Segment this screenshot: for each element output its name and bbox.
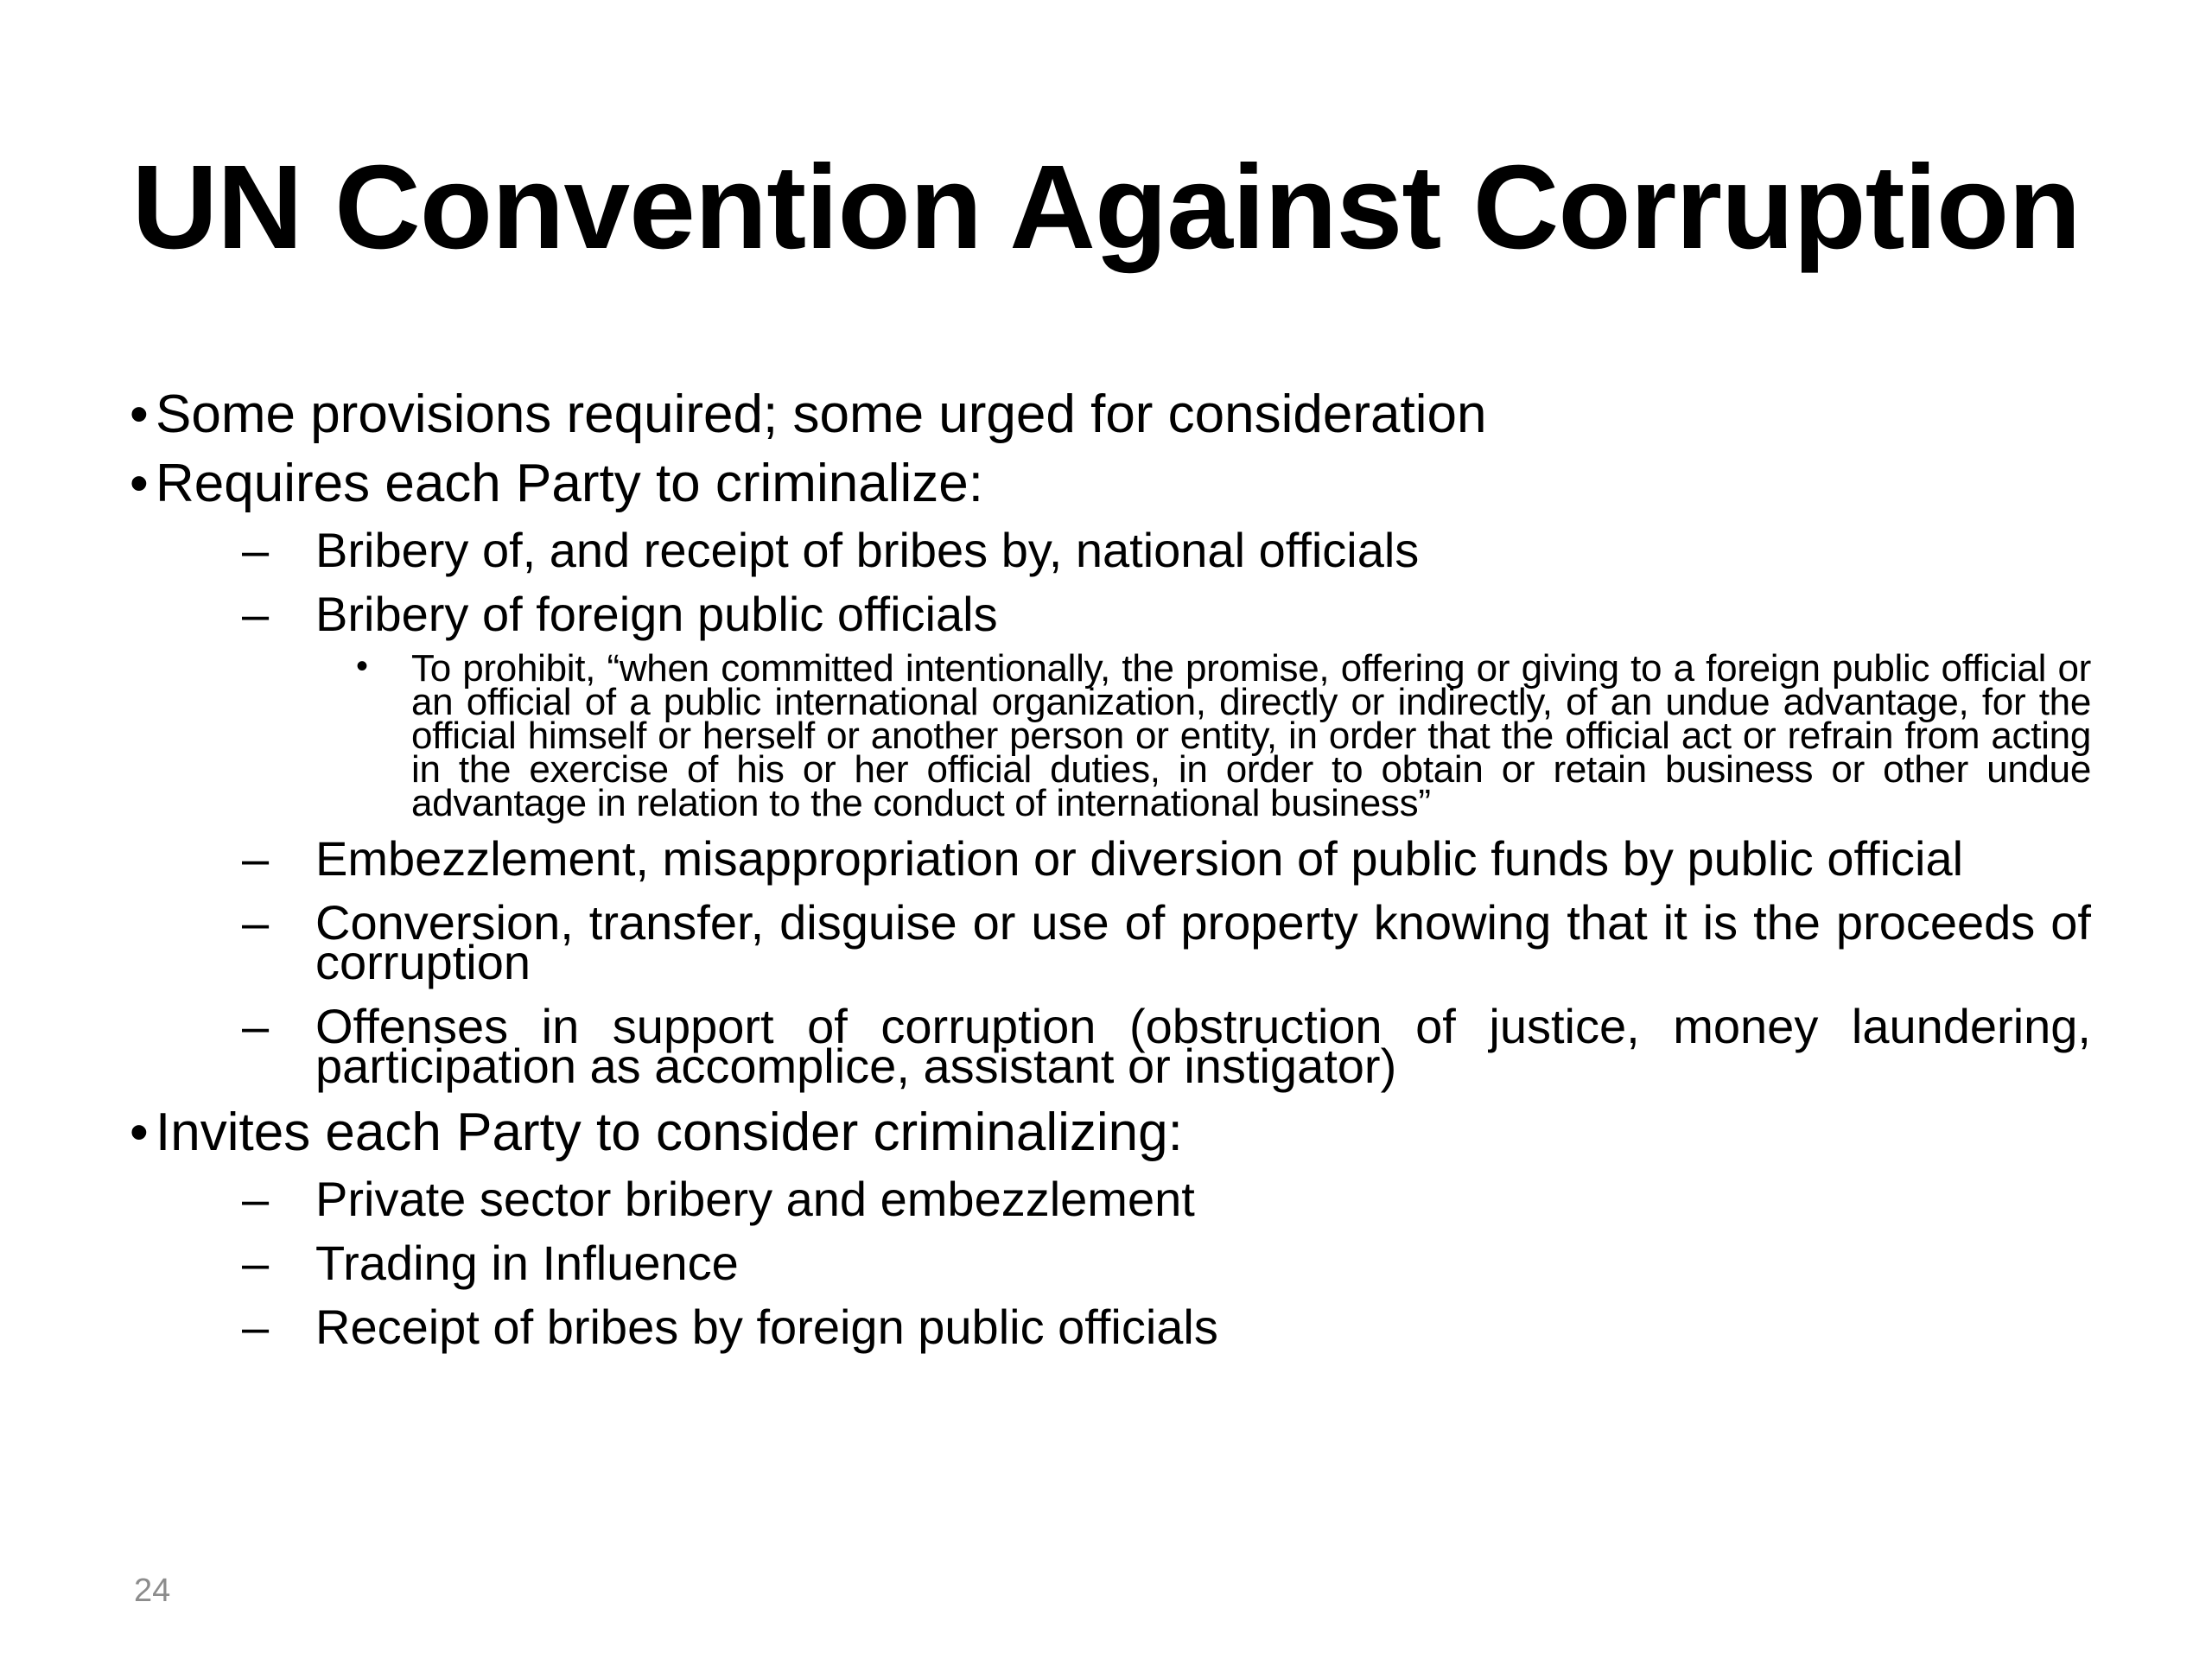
bullet-icon: • bbox=[130, 1103, 149, 1162]
bullet-item bbox=[130, 1098, 2091, 1167]
dash-icon: – bbox=[242, 999, 270, 1053]
dash-icon: – bbox=[242, 1172, 270, 1226]
sub-item-text: Offenses in support of corruption (obstruction of justice, money laundering, participation as accomplice, assistant or instigator) bbox=[315, 999, 2091, 1093]
sub-item bbox=[130, 827, 2091, 891]
bullet-text: Invites each Party to consider criminalizing: bbox=[156, 1103, 1183, 1162]
slide-body bbox=[130, 380, 2091, 1359]
sub-item bbox=[130, 1231, 2091, 1295]
bullet-text: Some provisions required; some urged for consideration bbox=[156, 385, 1487, 444]
sub-item-text: Bribery of foreign public officials bbox=[315, 587, 998, 641]
quote-text: To prohibit, “when committed intentionally, the promise, offering or giving to a foreign public official or an official of a public international organization, directly or indirectly, of an undue advantage, for the official himself or herself or another person or entity, in order that the official act or refrain from acting in the exercise of his or her official duties, in order to obtain or retain business or other undue advantage in relation to the conduct of international business” bbox=[411, 647, 2091, 824]
bullet-icon: • bbox=[130, 454, 149, 513]
sub-item-text: Embezzlement, misappropriation or diversion of public funds by public official bbox=[315, 831, 1964, 886]
sub-item-text: Private sector bribery and embezzlement bbox=[315, 1172, 1195, 1226]
sub-item-text: Receipt of bribes by foreign public officials bbox=[315, 1300, 1218, 1354]
sub-item-text: Bribery of, and receipt of bribes by, national officials bbox=[315, 523, 1420, 577]
bullet-item bbox=[130, 380, 2091, 449]
sub-item bbox=[130, 995, 2091, 1098]
bullet-text: Requires each Party to criminalize: bbox=[156, 454, 983, 513]
dash-icon: – bbox=[242, 895, 270, 950]
dash-icon: – bbox=[242, 587, 270, 641]
bullet-icon: • bbox=[356, 647, 368, 685]
quote-item bbox=[130, 646, 2091, 827]
page-number: 24 bbox=[134, 1573, 171, 1609]
sub-item-text: Trading in Influence bbox=[315, 1236, 739, 1290]
bullet-item bbox=[130, 449, 2091, 518]
sub-item-text: Conversion, transfer, disguise or use of property knowing that it is the proceeds of corruption bbox=[315, 895, 2091, 989]
dash-icon: – bbox=[242, 831, 270, 886]
dash-icon: – bbox=[242, 1300, 270, 1354]
dash-icon: – bbox=[242, 523, 270, 577]
bullet-icon: • bbox=[130, 385, 149, 444]
sub-item bbox=[130, 891, 2091, 995]
sub-item bbox=[130, 518, 2091, 582]
dash-icon: – bbox=[242, 1236, 270, 1290]
sub-item bbox=[130, 1295, 2091, 1359]
sub-item bbox=[130, 582, 2091, 646]
sub-item bbox=[130, 1167, 2091, 1231]
slide-title: UN Convention Against Corruption bbox=[131, 141, 2081, 274]
